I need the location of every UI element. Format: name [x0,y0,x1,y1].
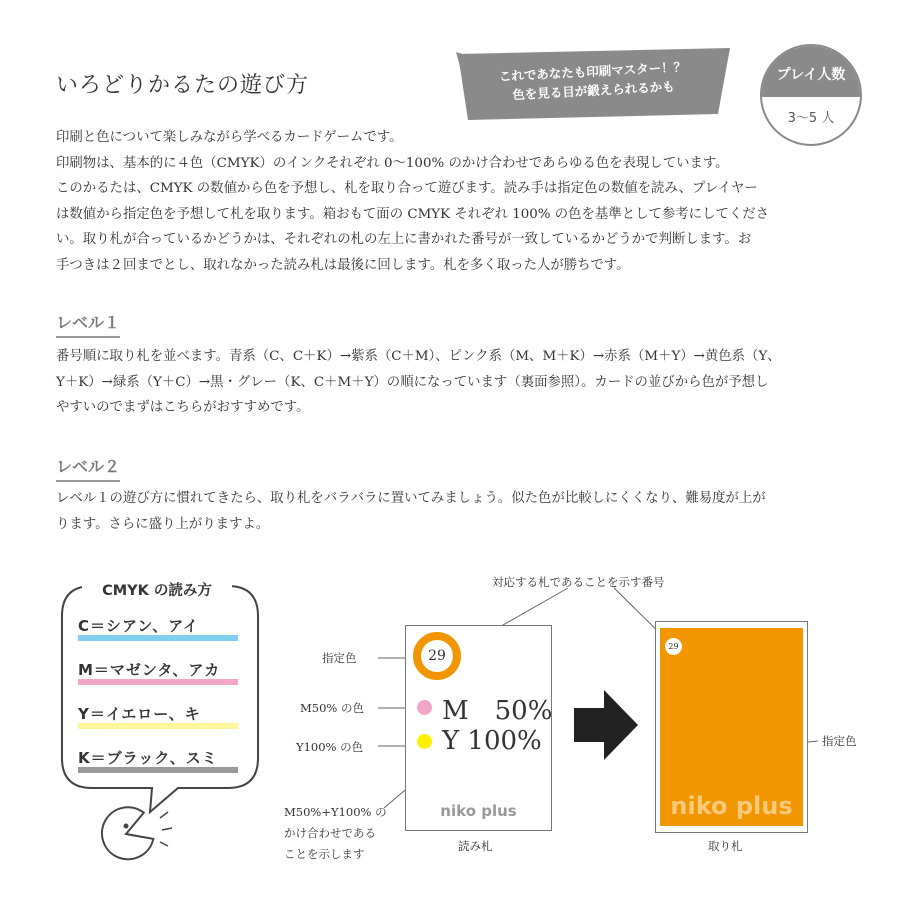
y-value: Y 100% [442,726,542,756]
level1-heading: レベル１ [56,310,120,338]
cmyk-row-text: K＝ブラック、スミ [78,749,218,767]
cyan-bar [78,635,238,641]
taking-card-brand: niko plus [670,792,793,820]
intro-line: い。取り札が合っているかどうかは、それぞれの札の左上に書かれた番号が一致しているかどうかで判断します。お [56,232,752,247]
intro-line: このかるたは、CMYK の数値から色を予想し、札を取り合って遊びます。読み手は指定色の数値を読み、プレイヤー [56,181,758,196]
level2-line: ります。さらに盛り上がりますよ。 [56,516,270,532]
taking-card-label: 取り札 [708,839,743,853]
black-bar [78,767,238,773]
yellow-bar [78,723,238,729]
taking-card-number: 29 [665,638,682,655]
level1-line: 番号順に取り札を並べます。青系（C、C＋K）→紫系（C＋M）、ピンク系（M、M＋K）→赤系（M＋Y）→黄色系（Y、 [56,349,781,364]
intro-line: 手つきは２回までとし、取れなかった読み札は最後に回します。札を多く取った人が勝ちです。 [56,257,630,273]
note-line: M50%+Y100% の [284,805,387,819]
arrow-right-icon [574,690,638,760]
reading-card-brand: niko plus [440,802,517,820]
note-line: かけ合わせである [284,826,376,840]
cmyk-row-m [78,659,238,681]
card-number: 29 [428,648,446,664]
note-line: ことを示します [284,847,365,861]
cmyk-row-text: C＝シアン、アイ [78,617,199,635]
page-title: いろどりかるたの遊び方 [56,73,310,98]
label-target: 指定色 [322,651,357,665]
cmyk-row-text: M＝マゼンタ、アカ [78,661,221,679]
label-y: Y100% の色 [296,740,364,754]
cmyk-row-text: Y＝イエロー、キ [78,705,201,723]
pacman-icon [95,801,158,866]
taking-card-target-label: 指定色 [822,734,857,748]
level1-line: やすいのでまずはこちらがおすすめです。 [56,400,310,415]
cmyk-row-c [78,615,238,637]
level2-line: レベル１の遊び方に慣れてきたら、取り札をバラバラに置いてみましょう。似た色が比較しにくくなり、難易度が上が [56,491,766,506]
level2-heading: レベル２ [56,454,120,482]
label-m: M50% の色 [300,701,364,715]
cmyk-row-k [78,747,238,769]
m-value: M 50% [442,696,553,726]
reading-card-label: 読み札 [458,839,493,853]
intro-line: 印刷と色について楽しみながら学べるカードゲームです。 [56,130,403,145]
cmyk-title: CMYK の読み方 [82,579,232,600]
banner-line-1: これであなたも印刷マスター！？ [498,59,687,84]
magenta-bar [78,679,238,685]
level1-line: Y＋K）→緑系（Y＋C）→黒・グレー（K、C＋M＋Y）の順になっています（裏面参照）。カードの並びから色が予想し [56,374,769,390]
banner-line-2: 色を見る目が鍛えられるかも [511,78,676,103]
number-note: 対応する札であることを示す番号 [492,575,665,589]
intro-line: は数値から指定色を予想して札を取ります。箱おもて面の CMYK それぞれ 100% の色を基準として参考にしてくださ [56,206,770,222]
players-value: 3〜5 人 [787,111,835,126]
combination-note [284,802,387,865]
intro-line: 印刷物は、基本的に４色（CMYK）のインクそれぞれ 0〜100% のかけ合わせであらゆる色を表現しています。 [56,155,729,171]
cmyk-row-y [78,703,238,725]
yellow-dot-icon [417,734,432,749]
players-label: プレイ人数 [762,46,860,97]
magenta-dot-icon [417,700,432,715]
